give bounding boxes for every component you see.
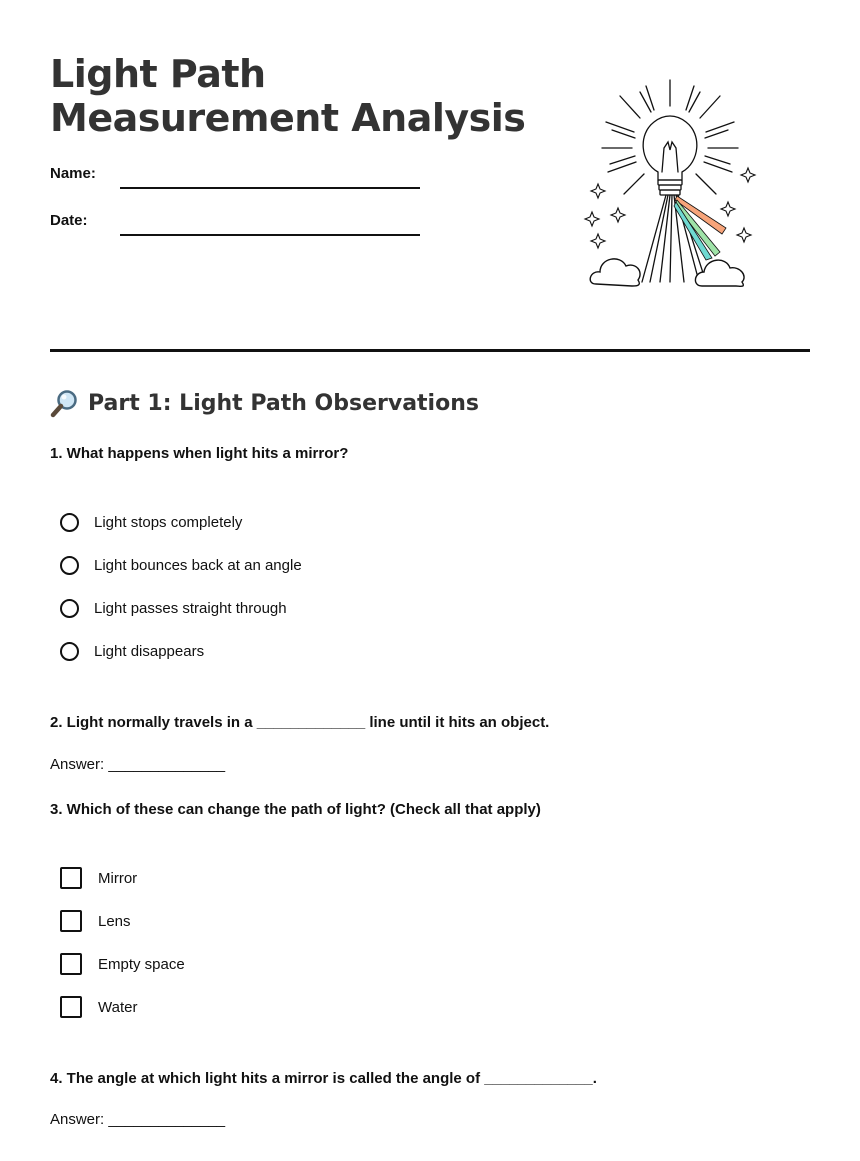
q3-option-4[interactable]: [60, 995, 137, 1019]
question-4-text: 4. The angle at which light hits a mirror is called the angle of _____________.: [50, 1070, 597, 1087]
radio-button[interactable]: [60, 642, 79, 661]
option-label: Water: [98, 998, 138, 1016]
q3-option-1[interactable]: [60, 866, 137, 890]
question-2-text: 2. Light normally travels in a _____________ line until it hits an object.: [50, 714, 550, 731]
title-line-2: Measurement Analysis: [50, 96, 526, 140]
checkbox[interactable]: [60, 953, 82, 975]
section-1-heading: [50, 388, 479, 418]
q1-option-4[interactable]: [60, 639, 204, 663]
q1-option-2[interactable]: [60, 553, 302, 577]
question-1-text: 1. What happens when light hits a mirror?: [50, 445, 349, 462]
option-label: Light bounces back at an angle: [94, 556, 302, 574]
checkbox[interactable]: [60, 910, 82, 932]
name-label: Name:: [50, 165, 96, 182]
title-line-1: Light Path: [50, 52, 266, 96]
radio-button[interactable]: [60, 513, 79, 532]
date-input-line[interactable]: [120, 234, 420, 236]
option-label: Light disappears: [94, 642, 205, 660]
q3-option-3[interactable]: [60, 952, 185, 976]
radio-button[interactable]: [60, 556, 79, 575]
checkbox[interactable]: [60, 996, 82, 1018]
q4-answer-blank[interactable]: Answer: ______________: [50, 1111, 226, 1128]
option-label: Lens: [98, 912, 131, 930]
section-divider: [50, 349, 810, 352]
q1-option-3[interactable]: [60, 596, 287, 620]
q3-option-2[interactable]: [60, 909, 131, 933]
option-label: Light stops completely: [94, 513, 243, 531]
date-label: Date:: [50, 212, 88, 229]
option-label: Light passes straight through: [94, 599, 287, 617]
option-label: Empty space: [98, 955, 185, 973]
question-3-text: 3. Which of these can change the path of light? (Check all that apply): [50, 801, 541, 818]
q1-option-1[interactable]: [60, 510, 242, 534]
name-input-line[interactable]: [120, 187, 420, 189]
magnifying-glass-icon: [50, 388, 80, 418]
section-1-title: Part 1: Light Path Observations: [88, 390, 479, 416]
radio-button[interactable]: [60, 599, 79, 618]
option-label: Mirror: [98, 869, 138, 887]
worksheet-title: [50, 52, 525, 140]
light-bulb-with-rays-icon: [580, 72, 760, 294]
q2-answer-blank[interactable]: Answer: ______________: [50, 756, 226, 773]
checkbox[interactable]: [60, 867, 82, 889]
